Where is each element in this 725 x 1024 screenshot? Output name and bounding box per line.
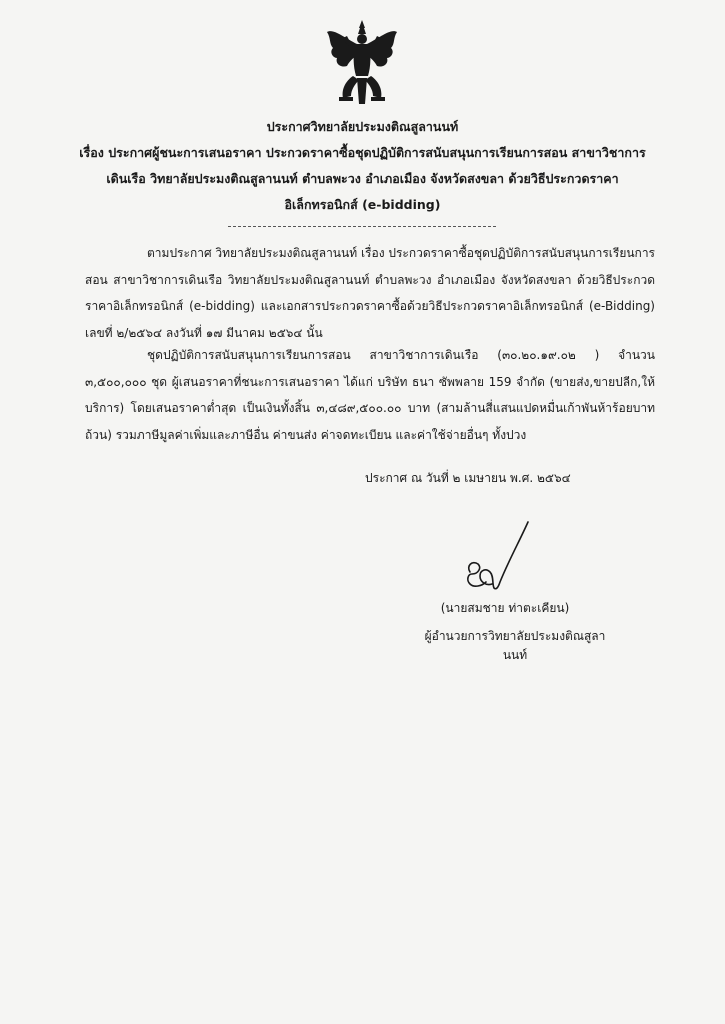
handwritten-signature: [450, 518, 550, 598]
divider: [228, 226, 496, 227]
signer-name: (นายสมชาย ท่าตะเคียน): [440, 601, 570, 615]
body-paragraph-1: ตามประกาศ วิทยาลัยประมงติณสูลานนท์ เรื่อง ประกวดราคาซื้อชุดปฏิบัติการสนับสนุนการเรียนการสอน สาขาวิชาการเดินเรือ วิทยาลัยประมงติณสูลานนท์ ตำบลพะวง อำเภอเมือง จังหวัดสงขลา ด้วยวิธีประกวดราคาอิเล็กทรอนิกส์ (e-bidding) และเอกสารประกวดราคาซื้อด้วยวิธีประกวดราคาอิเล็กทรอนิกส์ (e-Bidding) เลขที่ ๒/๒๕๖๔ ลงวันที่ ๑๗ มีนาคม ๒๕๖๔ นั้น: [85, 246, 655, 340]
garuda-emblem-icon: [323, 18, 401, 106]
document-subject: เรื่อง ประกาศผู้ชนะการเสนอราคา ประกวดราคาซื้อชุดปฏิบัติการสนับสนุนการเรียนการสอน สาขาวิชาการเดินเรือ วิทยาลัยประมงติณสูลานนท์ ตำบลพะวง อำเภอเมือง จังหวัดสงขลา ด้วยวิธีประกวดราคาอิเล็กทรอนิกส์ (e-bidding): [79, 145, 646, 212]
document-title: ประกาศวิทยาลัยประมงติณสูลานนท์: [266, 119, 459, 134]
signer-position: ผู้อำนวยการวิทยาลัยประมงติณสูลานนท์: [424, 629, 606, 662]
body-paragraph-2: ชุดปฏิบัติการสนับสนุนการเรียนการสอน สาขาวิชาการเดินเรือ (๓๐.๒๐.๑๙.๐๒ ) จำนวน ๓,๕๐๐,๐๐๐ ชุด ผู้เสนอราคาที่ชนะการเสนอราคา ได้แก่ บริษัท ธนา ซัพพลาย 159 จำกัด (ขายส่ง,ขายปลีก,ให้บริการ) โดยเสนอราคาต่ำสุด เป็นเงินทั้งสิ้น ๓,๔๘๙,๕๐๐.๐๐ บาท (สามล้านสี่แสนแปดหมื่นเก้าพันห้าร้อยบาทถ้วน) รวมภาษีมูลค่าเพิ่มและภาษีอื่น ค่าขนส่ง ค่าจดทะเบียน และค่าใช้จ่ายอื่นๆ ทั้งปวง: [85, 348, 655, 442]
announcement-date: ประกาศ ณ วันที่ ๒ เมษายน พ.ศ. ๒๕๖๔: [365, 471, 571, 485]
